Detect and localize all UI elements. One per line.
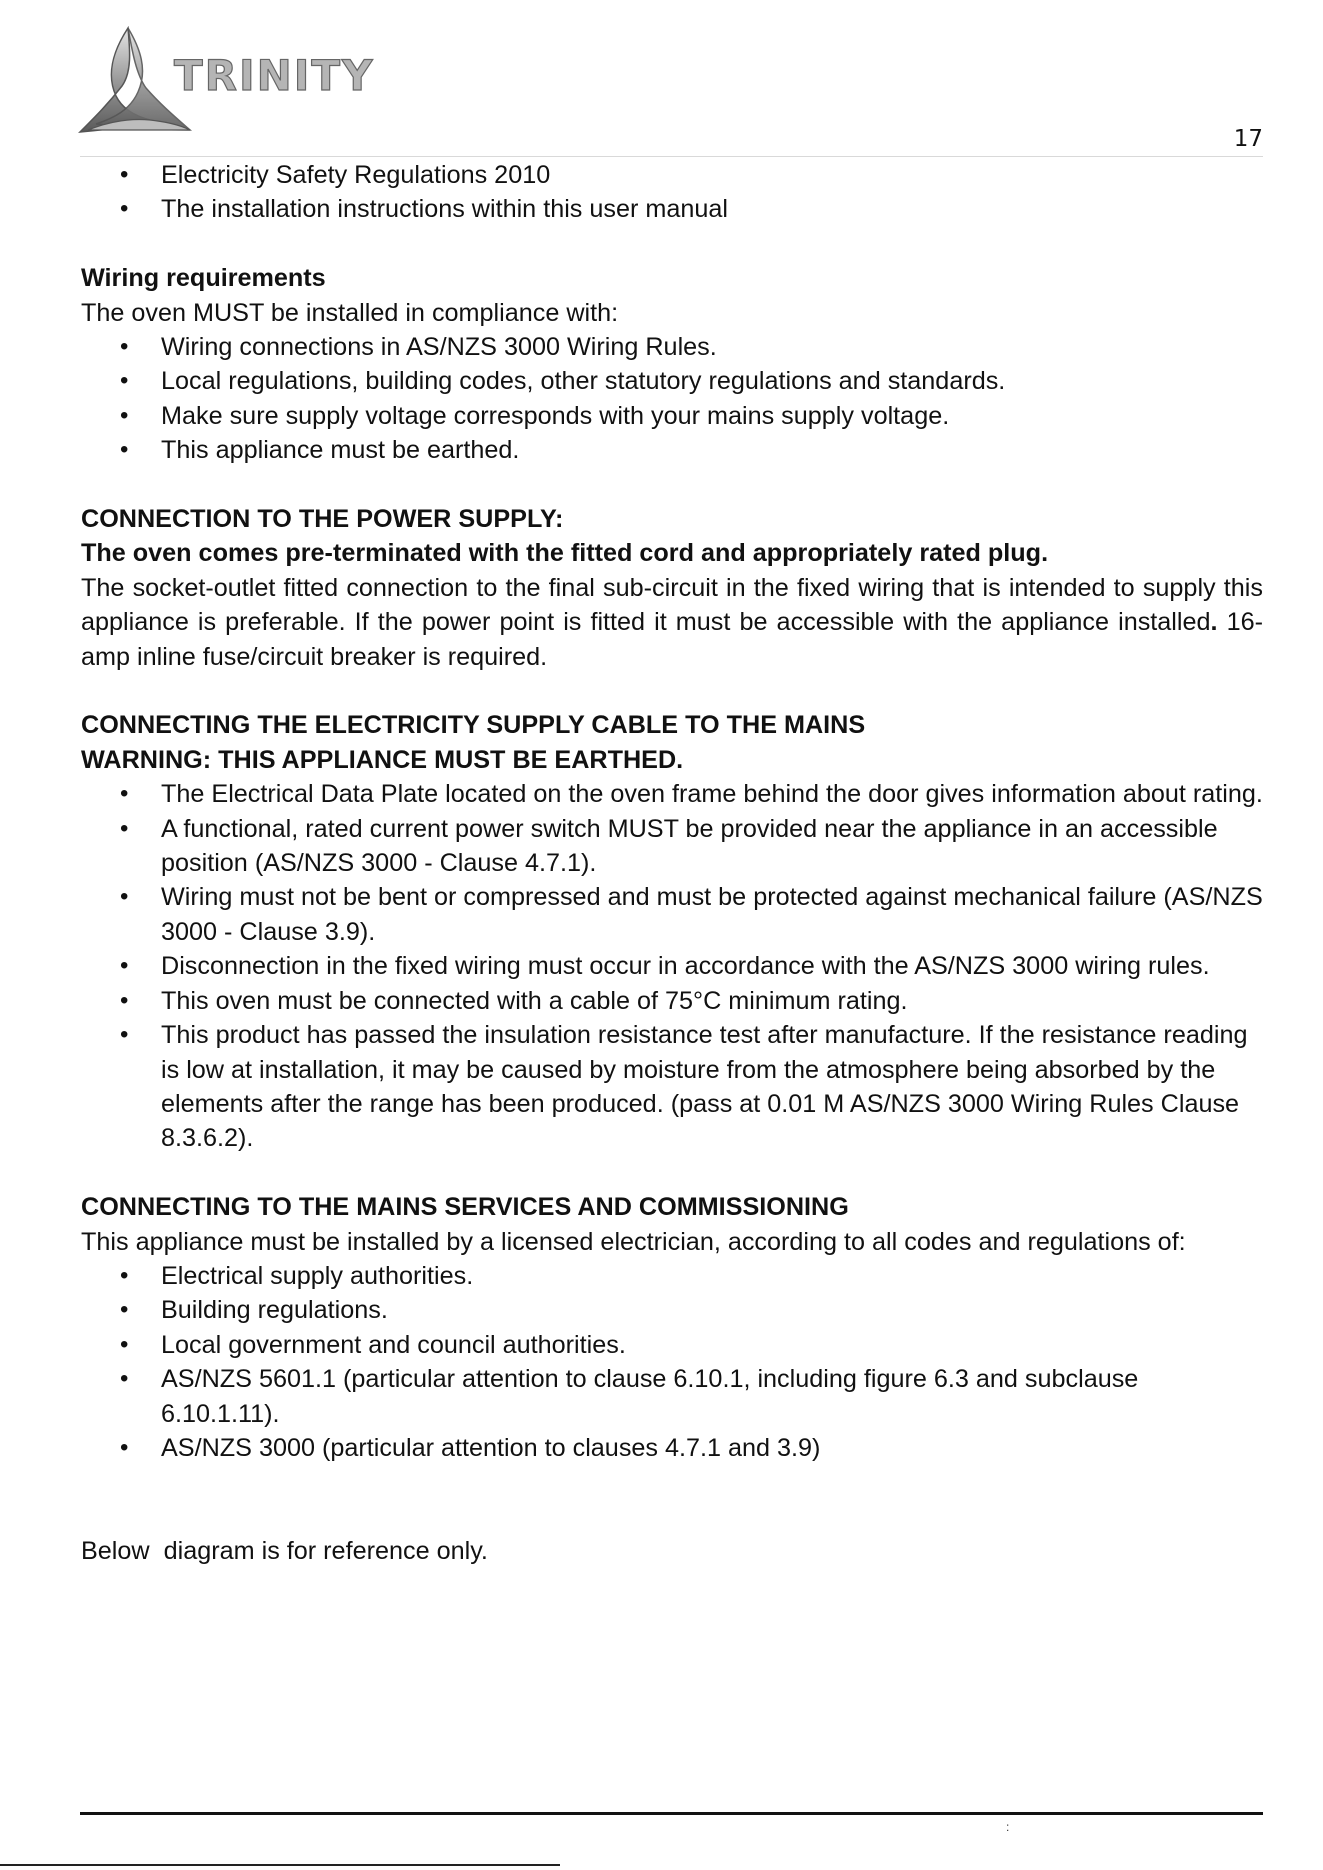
mains-cable-bullet-list [81,777,1263,1155]
section-heading: CONNECTING THE ELECTRICITY SUPPLY CABLE TO THE MAINS [81,711,866,740]
list-item: • This appliance must be earthed. [81,433,1263,467]
section-heading: Wiring requirements [81,264,326,293]
section-body [81,571,1263,674]
body-text: The socket-outlet fitted connection to the final sub-circuit in the fixed wiring that is intended to supply this appliance is preferable. If the power point is fitted it must be accessible with the appliance installed [81,573,1263,637]
warning-heading: WARNING: THIS APPLIANCE MUST BE EARTHED. [81,745,684,774]
list-item: • Wiring must not be bent or compressed and must be protected against mechanical failure (AS/NZS 3000 - Clause 3.9). [81,880,1263,949]
list-item: • Electrical supply authorities. [81,1259,1263,1293]
body-text-tail: 16-amp inline fuse/circuit breaker is required. [81,608,1263,671]
section-subheading: The oven comes pre-terminated with the fitted cord and appropriately rated plug. [81,539,1049,568]
intro-bullet-list [81,158,1263,227]
trinity-logo [78,26,388,138]
list-item: • Disconnection in the fixed wiring must occur in accordance with the AS/NZS 3000 wiring rules. [81,949,1263,983]
list-item: • The Electrical Data Plate located on the oven frame behind the door gives information about rating. [81,777,1263,811]
page-number: 17 [1233,126,1263,152]
footer-mark: : [1006,1820,1010,1834]
list-item: • Local regulations, building codes, other statutory regulations and standards. [81,364,1263,398]
list-item: • Make sure supply voltage corresponds with your mains supply voltage. [81,399,1263,433]
wiring-bullet-list [81,330,1263,468]
section-intro: The oven MUST be installed in compliance with: [81,298,619,327]
list-item: • Local government and council authorities. [81,1328,1263,1362]
body-bold-period: . [1210,608,1218,637]
header-divider [80,156,1263,157]
list-item: • The installation instructions within this user manual [81,192,1263,226]
trinity-knot-icon [78,26,388,138]
list-item: • Building regulations. [81,1293,1263,1327]
scan-edge-line [0,1864,560,1866]
mains-cable-section [81,708,1263,1155]
diagram-note: Below diagram is for reference only. [81,1537,488,1566]
list-item: • A functional, rated current power switch MUST be provided near the appliance in an accessible position (AS/NZS 3000 - Clause 4.7.1). [81,812,1263,881]
footer-divider [80,1812,1263,1815]
page-content [81,158,1263,1569]
commissioning-section [81,1190,1263,1465]
list-item: • Wiring connections in AS/NZS 3000 Wiring Rules. [81,330,1263,364]
section-intro: This appliance must be installed by a licensed electrician, according to all codes and regulations of: [81,1227,1186,1256]
list-item: • This product has passed the insulation resistance test after manufacture. If the resistance reading is low at installation, it may be caused by moisture from the atmosphere being absorbed by the elements after the range has been produced. (pass at 0.01 M AS/NZS 3000 Wiring Rules Clause 8.3.6.2). [81,1018,1263,1156]
wiring-requirements-section [81,261,1263,467]
commissioning-bullet-list [81,1259,1263,1465]
power-supply-section [81,502,1263,674]
logo-wordmark: TRINITY [174,51,375,100]
list-item: • AS/NZS 3000 (particular attention to clauses 4.7.1 and 3.9) [81,1431,1263,1465]
section-heading: CONNECTION TO THE POWER SUPPLY: [81,505,564,534]
section-heading: CONNECTING TO THE MAINS SERVICES AND COMMISSIONING [81,1193,849,1222]
list-item: • Electricity Safety Regulations 2010 [81,158,1263,192]
list-item: • This oven must be connected with a cable of 75°C minimum rating. [81,984,1263,1018]
list-item: • AS/NZS 5601.1 (particular attention to clause 6.10.1, including figure 6.3 and subclause 6.10.1.11). [81,1362,1263,1431]
